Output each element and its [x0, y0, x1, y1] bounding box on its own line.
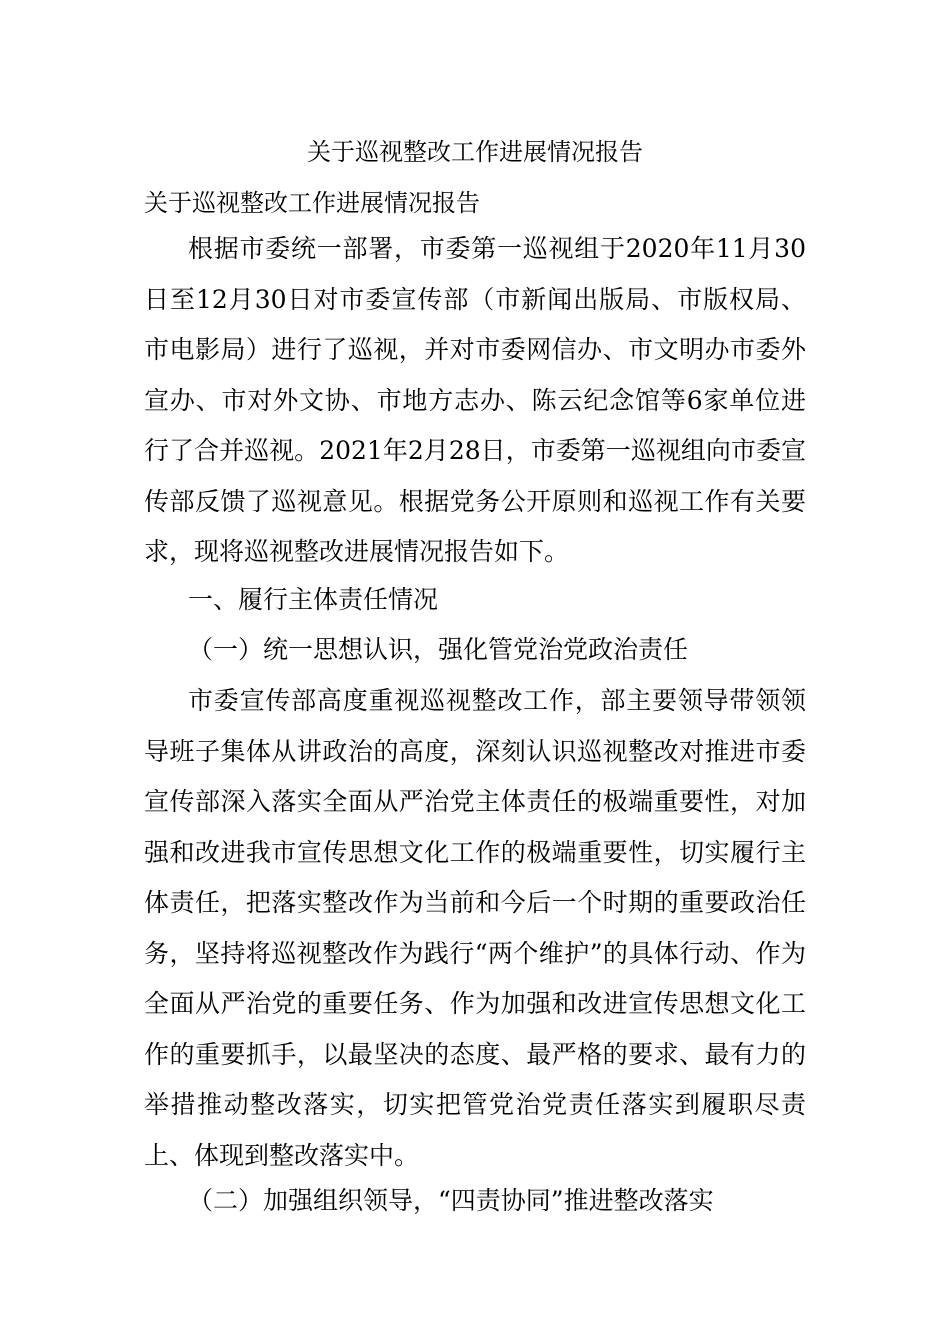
body-paragraph: 市委宣传部高度重视巡视整改工作，部主要领导带领领导班子集体从讲政治的高度，深刻认识巡视整改对推进市委宣传部深入落实全面从严治党主体责任的极端重要性，对加强和改进我市宣传思想文化工作的极端重要性，切实履行主体责任，把落实整改作为当前和今后一个时期的重要政治任务，坚持将巡视整改作为践行“两个维护”的具体行动、作为全面从严治党的重要任务、作为加强和改进宣传思想文化工作的重要抓手，以最坚决的态度、最严格的要求、最有力的举措推动整改落实，切实把管党治党责任落实到履职尽责上、体现到整改落实中。	[144, 686, 806, 1170]
section-heading: 一、履行主体责任情况	[188, 585, 439, 614]
intro-paragraph: 根据市委统一部署，市委第一巡视组于2020年11月30日至12月30日对市委宣传部（市新闻出版局、市版权局、市电影局）进行了巡视，并对市委网信办、市文明办市委外宣办、市对外文协、市地方志办、陈云纪念馆等6家单位进行了合并巡视。2021年2月28日，市委第一巡视组向市委宣传部反馈了巡视意见。根据党务公开原则和巡视工作有关要求，现将巡视整改进展情况报告如下。	[144, 234, 806, 566]
document-subtitle: 关于巡视整改工作进展情况报告	[144, 189, 480, 217]
subsection-heading: （一）统一思想认识，强化管党治党政治责任	[188, 635, 689, 664]
subsection-heading: （二）加强组织领导，“四责协同”推进整改落实	[188, 1186, 714, 1215]
document-title: 关于巡视整改工作进展情况报告	[307, 138, 643, 166]
